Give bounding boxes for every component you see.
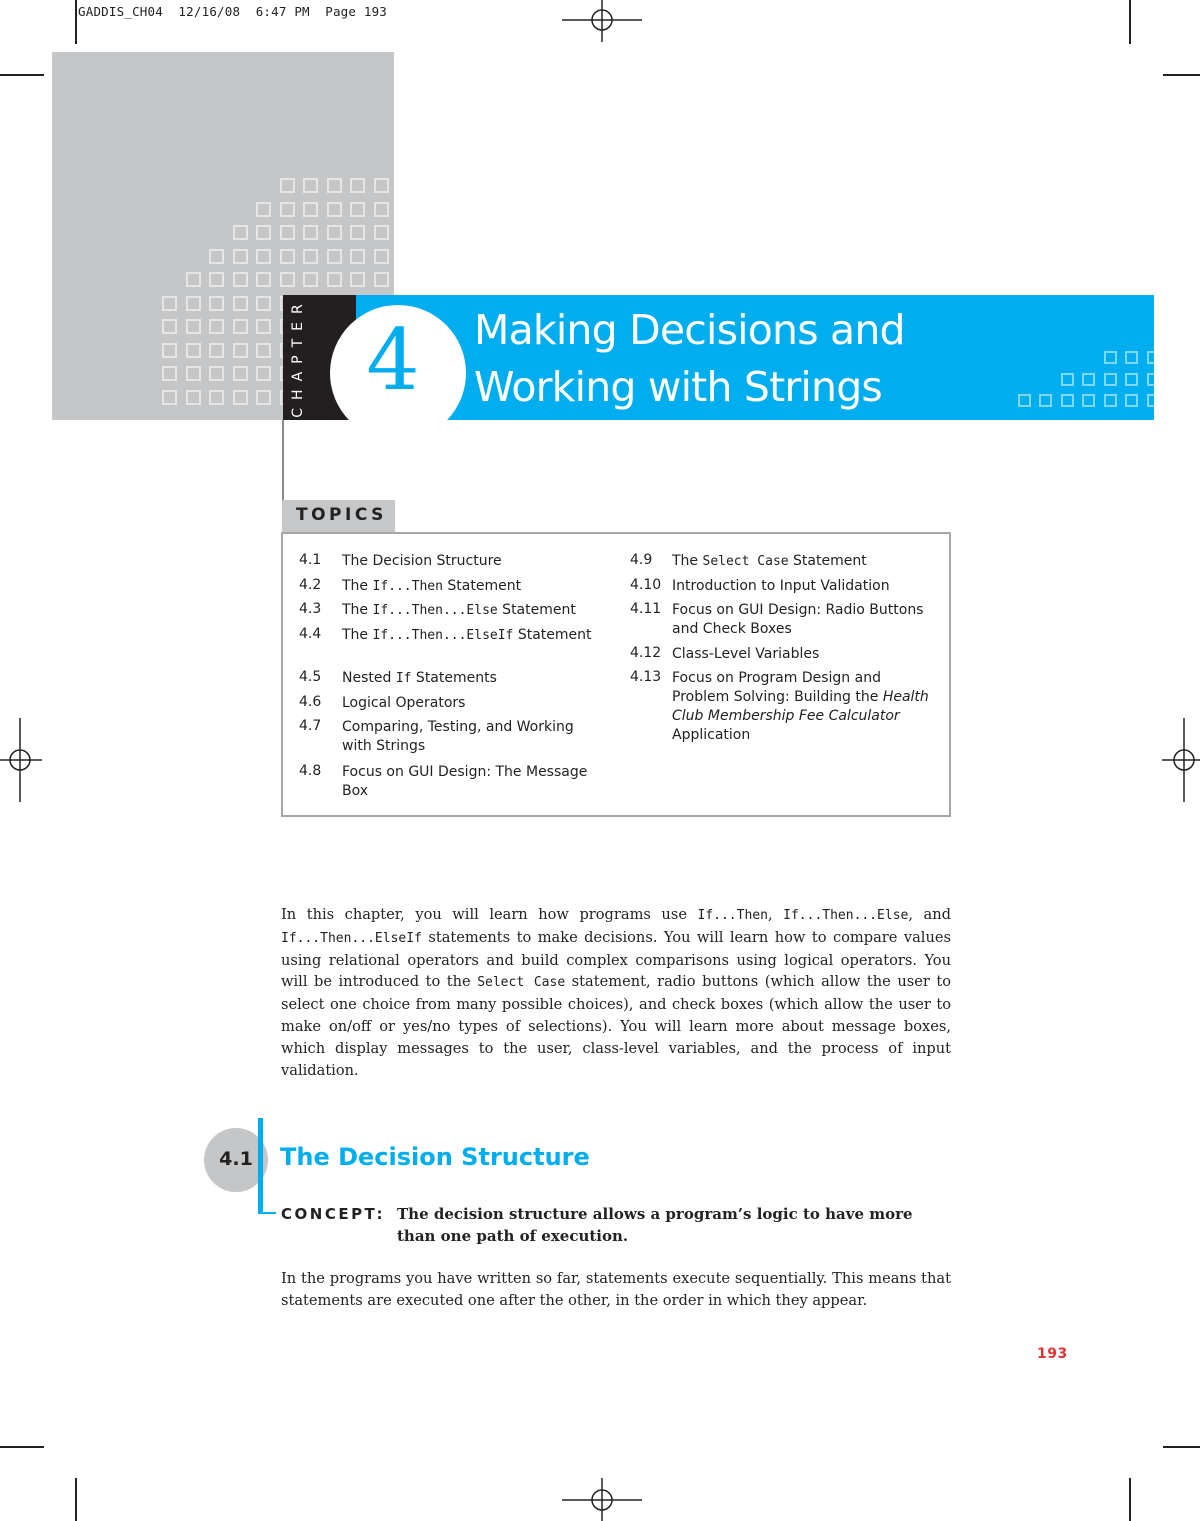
- body-paragraph: In the programs you have written so far, statements execute sequentially. This means that statements are executed one after the other, in the order in which they appear.: [281, 1270, 951, 1309]
- decorative-square: [209, 296, 224, 311]
- code-text: If...Then...Else: [783, 908, 909, 923]
- decorative-square: [374, 249, 389, 264]
- decorative-square: [327, 225, 342, 240]
- topic-title: [342, 601, 607, 620]
- decorative-square: [186, 272, 201, 287]
- decorative-square: [186, 343, 201, 358]
- topic-title: [342, 694, 607, 713]
- decorative-square: [327, 272, 342, 287]
- chapter-number: 4: [366, 311, 420, 409]
- decorative-square: [233, 366, 248, 381]
- decorative-square: [350, 202, 365, 217]
- intro-paragraph: [281, 904, 951, 1081]
- decorative-square: [280, 225, 295, 240]
- topic-number: 4.8: [299, 763, 322, 779]
- topic-number: 4.13: [630, 669, 662, 685]
- code-text: If...Then...ElseIf: [372, 628, 514, 643]
- text-run: Focus on Program Design and Problem Solving: Building the: [672, 670, 883, 705]
- decorative-square: [327, 202, 342, 217]
- text-run: The: [342, 627, 373, 643]
- text-run: Focus on GUI Design: Radio Buttons and Check Boxes: [672, 602, 924, 637]
- decorative-square: [209, 249, 224, 264]
- decorative-square: [186, 319, 201, 334]
- topic-title: [342, 626, 607, 645]
- code-text: If...Then...Else: [372, 603, 498, 618]
- text-run: Statement: [513, 627, 592, 643]
- text-run: Statement: [788, 553, 867, 569]
- code-text: If...Then: [697, 908, 768, 923]
- topic-number: 4.1: [299, 552, 322, 568]
- text-run: Health Club Membership Fee Calculator: [672, 689, 929, 724]
- decorative-square: [350, 249, 365, 264]
- divider-line: [282, 420, 284, 500]
- text-run: The: [342, 578, 373, 594]
- decorative-square: [233, 343, 248, 358]
- decorative-square: [350, 178, 365, 193]
- decorative-square: [162, 296, 177, 311]
- section-accent-bar: [258, 1212, 276, 1214]
- decorative-square: [209, 366, 224, 381]
- decorative-square: [303, 272, 318, 287]
- decorative-square: [233, 249, 248, 264]
- decorative-square: [350, 272, 365, 287]
- topic-number: 4.9: [630, 552, 653, 568]
- topic-number: 4.10: [630, 577, 662, 593]
- topic-title: [342, 763, 607, 801]
- code-text: If...Then: [372, 579, 443, 594]
- decorative-square: [256, 366, 271, 381]
- topic-title: [342, 577, 607, 596]
- decorative-square: [256, 249, 271, 264]
- topic-title: [672, 669, 934, 745]
- concept-label: CONCEPT:: [281, 1205, 385, 1223]
- topic-title: [342, 718, 607, 756]
- decorative-square: [374, 225, 389, 240]
- text-run: Class-Level Variables: [672, 646, 820, 662]
- decorative-square: [327, 249, 342, 264]
- decorative-square: [256, 202, 271, 217]
- topic-title: [672, 601, 934, 639]
- decorative-square: [256, 343, 271, 358]
- section-accent-bar: [258, 1118, 263, 1214]
- decorative-square: [1147, 373, 1155, 386]
- decorative-square: [209, 390, 224, 405]
- decorative-square: [280, 178, 295, 193]
- chapter-title-line: Making Decisions and: [474, 306, 905, 354]
- section-title: The Decision Structure: [280, 1143, 590, 1171]
- decorative-square: [209, 343, 224, 358]
- decorative-square: [374, 178, 389, 193]
- decorative-square: [280, 249, 295, 264]
- decorative-square: [162, 343, 177, 358]
- text-run: In this chapter, you will learn how programs use: [281, 906, 698, 923]
- decorative-square: [162, 390, 177, 405]
- text-run: The: [672, 553, 703, 569]
- decorative-square: [233, 390, 248, 405]
- decorative-square: [186, 296, 201, 311]
- decorative-square: [256, 272, 271, 287]
- decorative-square: [209, 319, 224, 334]
- text-run: The Decision Structure: [342, 553, 502, 569]
- decorative-square: [256, 319, 271, 334]
- decorative-square: [374, 202, 389, 217]
- text-run: Application: [672, 727, 751, 743]
- decorative-square: [303, 225, 318, 240]
- decorative-square: [256, 390, 271, 405]
- text-run: Introduction to Input Validation: [672, 578, 890, 594]
- text-run: Logical Operators: [342, 695, 466, 711]
- topics-heading: TOPICS: [296, 505, 387, 525]
- text-run: Focus on GUI Design: The Message Box: [342, 764, 588, 799]
- text-run: statement, radio buttons (which allow the user to select one choice from many possible choices), and check boxes (which allow the user to make on/off or yes/no types of selections). You will learn more about message boxes, which display messages to the user, class-level variables, and the process of input validation.: [281, 973, 951, 1079]
- topic-number: 4.7: [299, 718, 322, 734]
- topic-number: 4.6: [299, 694, 322, 710]
- code-text: Select Case: [702, 554, 789, 569]
- decorative-square: [162, 319, 177, 334]
- text-run: , and: [908, 906, 951, 923]
- decorative-square: [350, 225, 365, 240]
- chapter-title: [474, 302, 1134, 416]
- decorative-square: [186, 366, 201, 381]
- decorative-square: [280, 202, 295, 217]
- decorative-square: [256, 296, 271, 311]
- print-slug: GADDIS_CH04 12/16/08 6:47 PM Page 193: [78, 4, 388, 19]
- decorative-square: [303, 202, 318, 217]
- decorative-square: [233, 319, 248, 334]
- topic-number: 4.3: [299, 601, 322, 617]
- topic-number: 4.4: [299, 626, 322, 642]
- topic-title: [342, 552, 607, 571]
- decorative-square: [374, 272, 389, 287]
- decorative-square: [256, 225, 271, 240]
- decorative-square: [280, 272, 295, 287]
- concept-text: The decision structure allows a program’s logic to have more than one path of execution.: [397, 1205, 913, 1245]
- topic-title: [342, 669, 607, 688]
- text-run: statements to make decisions. You will learn how to compare values using relational operators and build complex comparisons using logical operators. You will be introduced to the: [281, 928, 951, 991]
- decorative-square: [1147, 394, 1155, 407]
- text-run: Statement: [442, 578, 522, 594]
- section-number: 4.1: [219, 1148, 253, 1170]
- text-run: Statement: [497, 602, 576, 618]
- code-text: Select Case: [477, 975, 566, 991]
- text-run: ,: [767, 906, 784, 923]
- decorative-square: [186, 390, 201, 405]
- topic-number: 4.2: [299, 577, 322, 593]
- code-text: If: [395, 671, 412, 686]
- decorative-square: [303, 249, 318, 264]
- text-run: Statements: [411, 670, 497, 686]
- topic-number: 4.11: [630, 601, 662, 617]
- text-run: The: [342, 602, 373, 618]
- decorative-square: [233, 296, 248, 311]
- text-run: Comparing, Testing, and Working with Strings: [342, 719, 574, 754]
- topic-title: [672, 577, 934, 596]
- topic-number: 4.5: [299, 669, 322, 685]
- code-text: If...Then...ElseIf: [281, 930, 422, 946]
- decorative-square: [233, 225, 248, 240]
- decorative-square: [1147, 351, 1155, 364]
- chapter-word: CHAPTER: [290, 296, 306, 418]
- decorative-square: [327, 178, 342, 193]
- decorative-square: [209, 272, 224, 287]
- text-run: Nested: [342, 670, 396, 686]
- topic-title: [672, 552, 934, 571]
- decorative-square: [303, 178, 318, 193]
- decorative-square: [162, 366, 177, 381]
- topic-number: 4.12: [630, 645, 662, 661]
- decorative-square: [233, 272, 248, 287]
- topic-title: [672, 645, 934, 664]
- chapter-title-line: Working with Strings: [474, 363, 882, 411]
- page-number: 193: [1037, 1346, 1068, 1362]
